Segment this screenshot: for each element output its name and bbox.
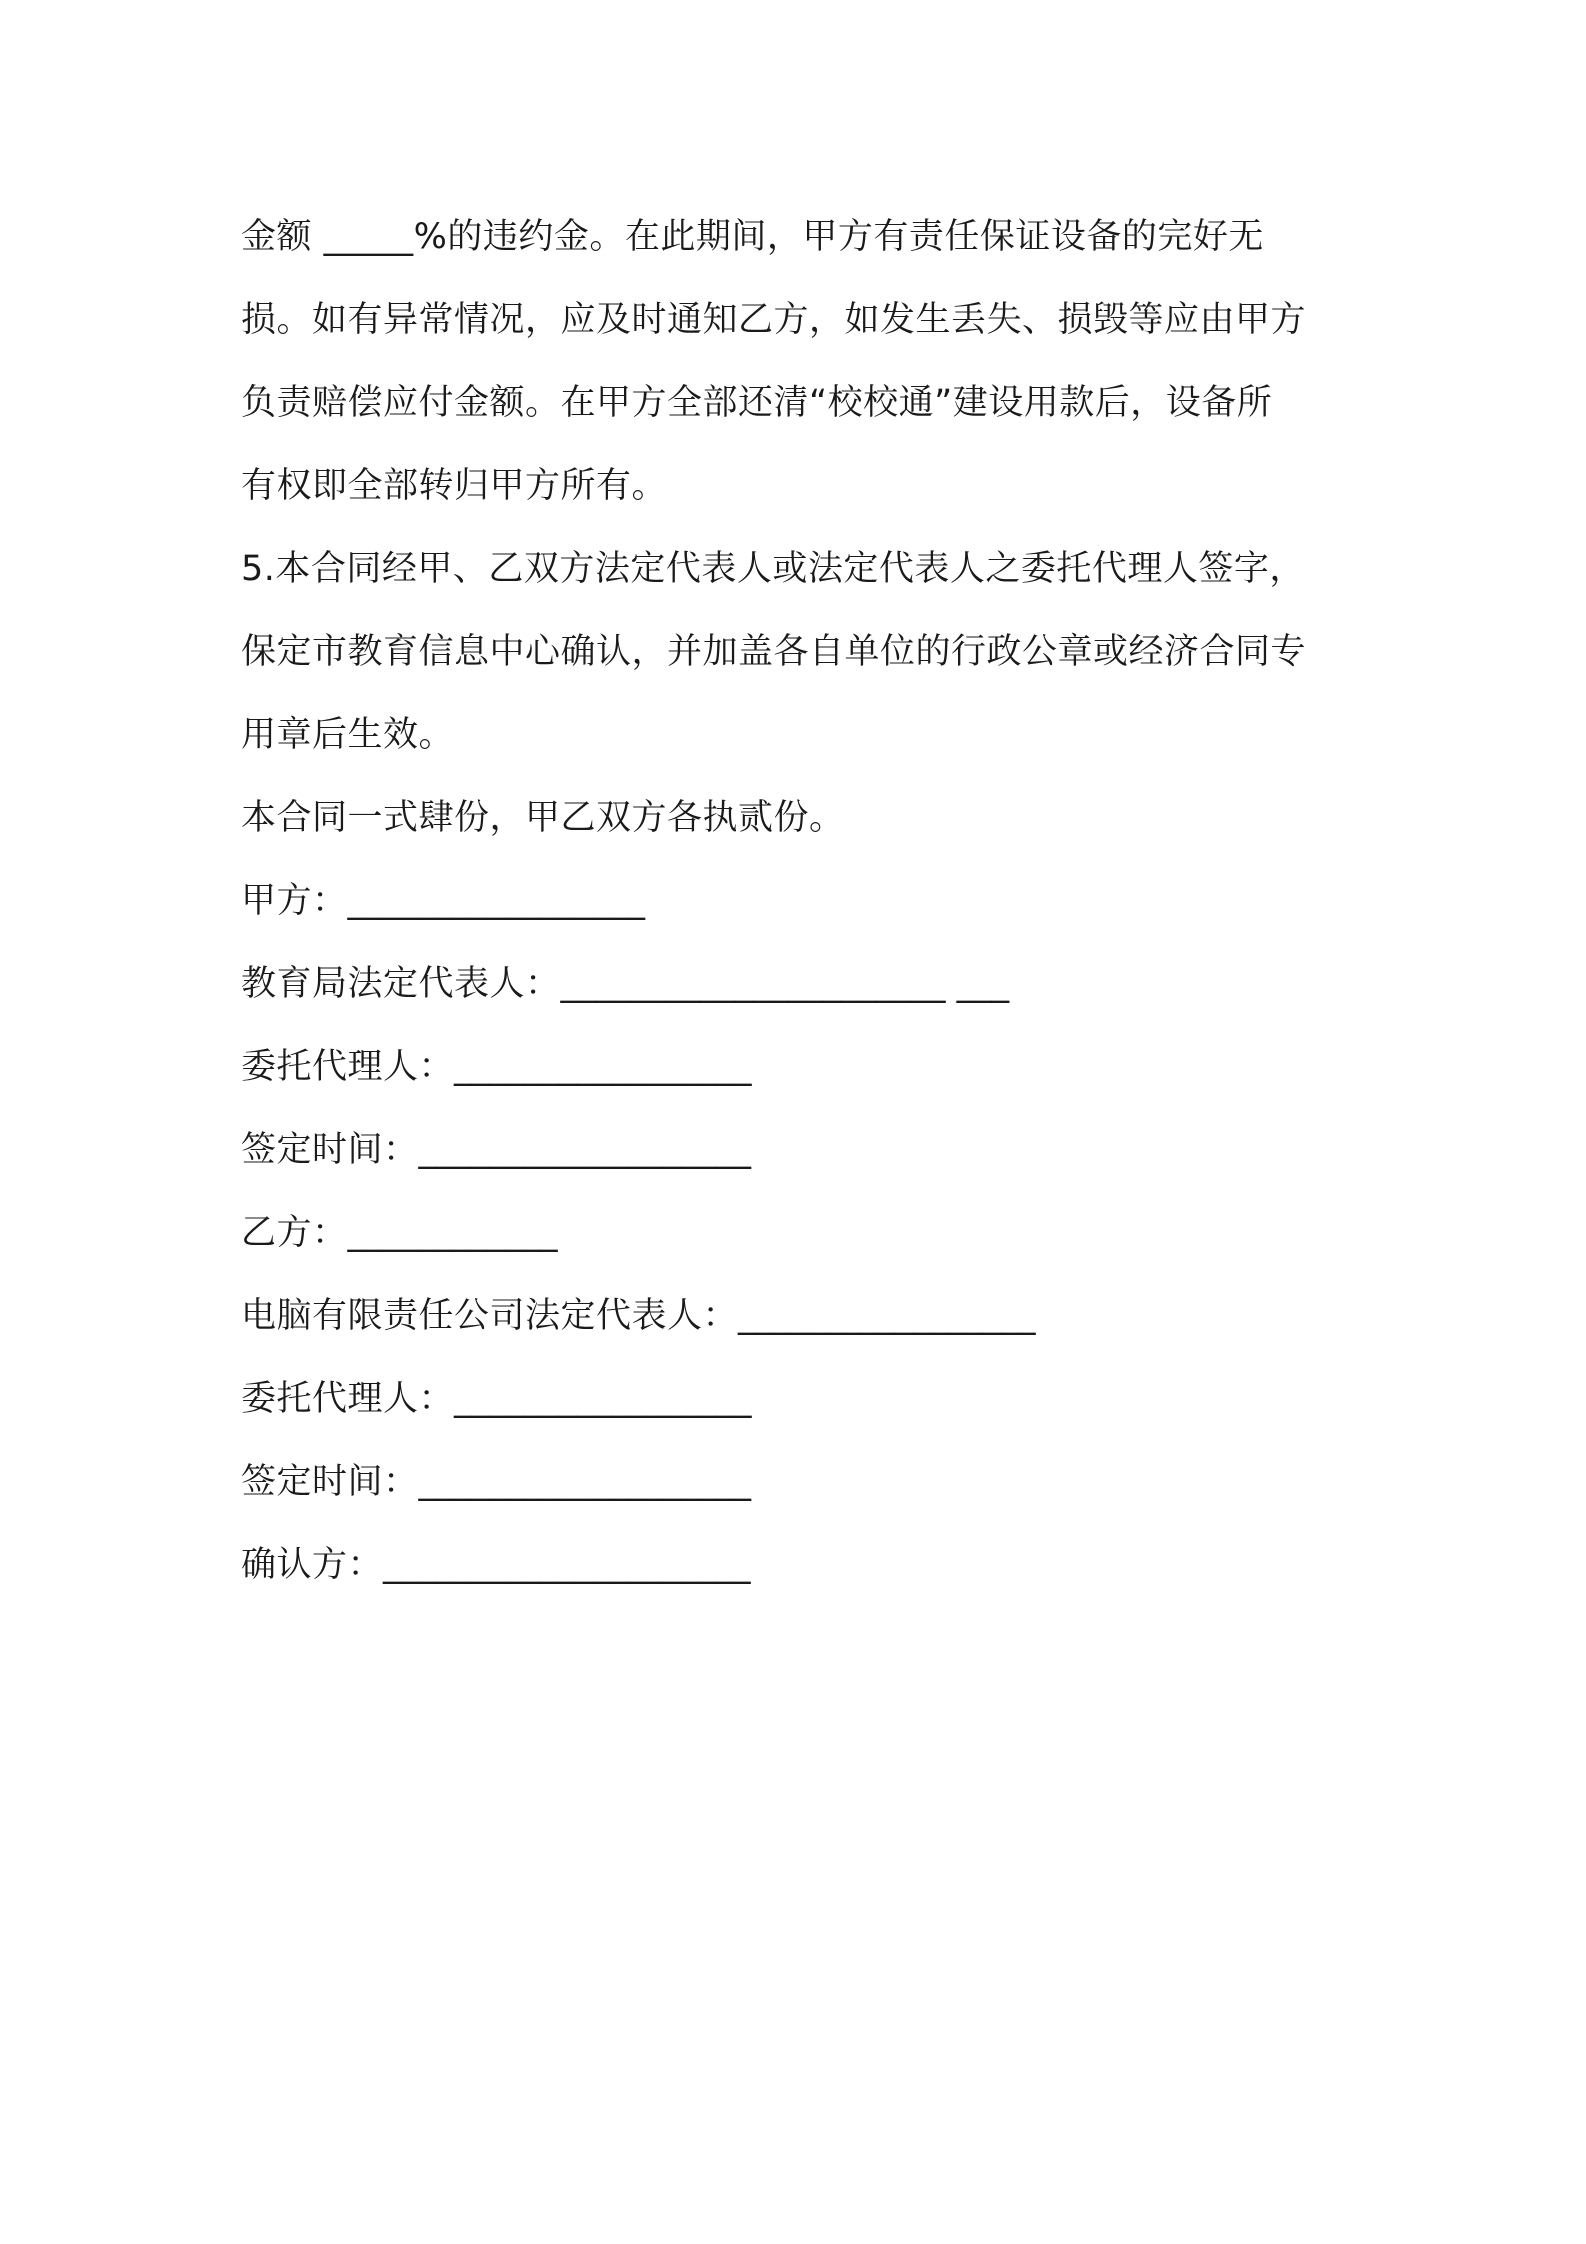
signature-label: 确认方：	[241, 1545, 384, 1585]
text-line: 保定市教育信息中心确认，并加盖各自单位的行政公章或经济合同专	[241, 632, 1307, 672]
signature-blank: _____________________	[383, 1545, 751, 1585]
text-line: 负责赔偿应付金额。在甲方全部还清“校校通”建设用款后，设备所	[241, 383, 1273, 423]
text-line: 损。如有异常情况，应及时通知乙方，如发生丢失、损毁等应由甲方	[241, 300, 1307, 340]
paragraph-effective-clause	[241, 528, 1361, 777]
paragraph-penalty-clause	[241, 196, 1361, 528]
text-line: 有权即全部转归甲方所有。	[241, 466, 668, 506]
signature-row-agent-a	[241, 1026, 1361, 1109]
paragraph-copies-clause: 本合同一式肆份，甲乙双方各执贰份。	[241, 798, 845, 838]
signature-row-date-b	[241, 1441, 1361, 1524]
signature-label: 签定时间：	[241, 1462, 419, 1502]
signature-label: 乙方：	[241, 1213, 348, 1253]
signature-row-date-a	[241, 1109, 1361, 1192]
signature-blank: _________________	[347, 881, 646, 921]
signature-label: 电脑有限责任公司法定代表人：	[241, 1296, 739, 1336]
text-line: 金额 _____%的违约金。在此期间，甲方有责任保证设备的完好无	[241, 217, 1264, 257]
signature-row-party-a	[241, 860, 1361, 943]
signature-row-computer-company-representative	[241, 1275, 1361, 1358]
signature-blank: ___________________	[418, 1130, 752, 1170]
text-line: 用章后生效。	[241, 715, 455, 755]
signature-row-confirming-party	[241, 1524, 1361, 1607]
signature-label: 委托代理人：	[241, 1379, 455, 1419]
signature-blank: _________________	[454, 1379, 752, 1419]
signature-row-party-b	[241, 1192, 1361, 1275]
document-body	[241, 196, 1361, 1607]
signature-label: 甲方：	[241, 881, 348, 921]
signature-blank: ____________	[347, 1213, 558, 1253]
signature-row-agent-b	[241, 1358, 1361, 1441]
text-line: 5.本合同经甲、乙双方法定代表人或法定代表人之委托代理人签字，	[241, 549, 1305, 589]
signature-block	[241, 860, 1361, 1607]
signature-label: 教育局法定代表人：	[241, 964, 561, 1004]
signature-blank: _________________	[738, 1296, 1036, 1336]
signature-blank: ___________________	[418, 1462, 752, 1502]
signature-label: 签定时间：	[241, 1130, 419, 1170]
signature-label: 委托代理人：	[241, 1047, 455, 1087]
signature-row-education-bureau-representative	[241, 943, 1361, 1026]
signature-blank: ______________________ ___	[560, 964, 1010, 1004]
signature-blank: _________________	[454, 1047, 752, 1087]
